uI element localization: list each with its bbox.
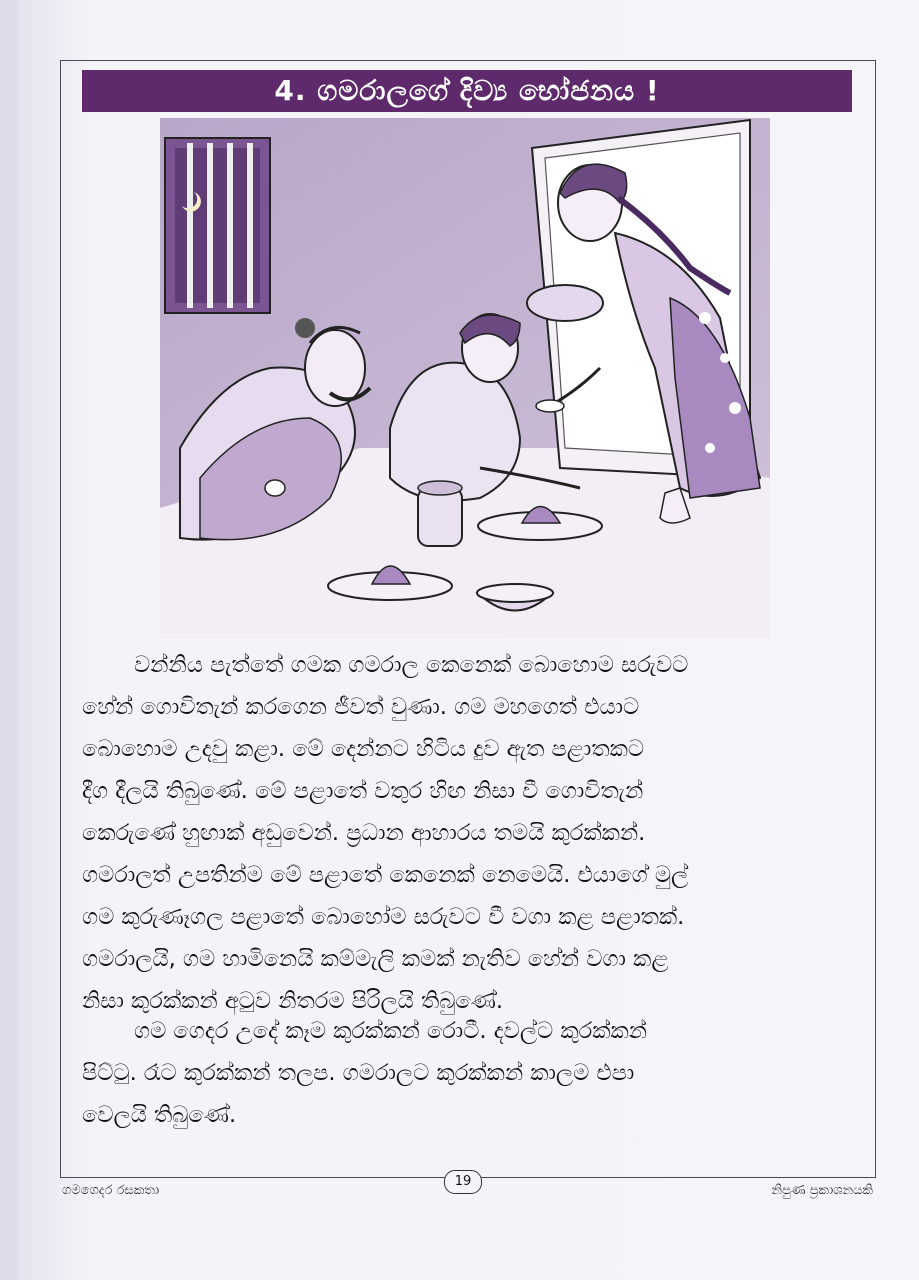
paragraph-2-line: ගම ගෙදර උදේ කෑම කුරක්කන් රොටී. දවල්ට කුරක්කන් xyxy=(134,1018,648,1044)
paragraph-2-line: පිට්ටු. රෑට කුරක්කන් තලප. ගමරාලට කුරක්කන් කාලම එපා xyxy=(82,1060,635,1086)
paragraph-1-line: හේන් ගොවිතැන් කරගෙන ජීවත් වුණා. ගම මහගෙත් එයාට xyxy=(82,694,640,720)
paragraph-2-line: වෙලයි තිබුණේ. xyxy=(82,1102,237,1128)
footer-book-title: ගමගෙදර රසකතා xyxy=(62,1183,160,1198)
paragraph-1-line: ගමරාලයි, ගම හාමිනෙයි කම්මැලි කමක් නැතිව හේන් වගා කළ xyxy=(82,946,669,972)
paragraph-1-line: දීග දීලයි තිබුණේ. මේ පළාතේ වතුර හිඟ නිසා වී ගොවිතැන් xyxy=(82,778,644,804)
paragraph-1-line: බොහොම උදවු කළා. මේ දෙන්නට හිටිය දුව ඇත පළාතකට xyxy=(82,736,645,762)
water-jug xyxy=(418,481,462,546)
paragraph-1 xyxy=(82,644,852,1022)
paragraph-1-line: ගම කුරුණෑගල පළාතේ බොහෝම සරුවට වී වගා කළ පළාතක්. xyxy=(82,904,685,930)
paragraph-1-line: කෙරුණේ හුඟාක් අඩුවෙන්. ප්‍රධාන ආහාරය තමයි කුරක්කන්. xyxy=(82,820,646,846)
page-number: 19 xyxy=(444,1170,482,1194)
story-title xyxy=(82,70,852,112)
footer-publisher: නිපුණ ප්‍රකාශනයකි xyxy=(771,1183,873,1198)
paragraph-2 xyxy=(82,1010,852,1136)
paragraph-1-line: නිසා කුරක්කන් අටුව නිතරම පිරිලයි තිබුණේ. xyxy=(82,988,504,1014)
paragraph-1-line: වන්නිය පැත්තේ ගමක ගමරාල කෙනෙක් බොහොම සරුවට xyxy=(134,652,689,678)
story-title-text: 4. ගමරාලගේ දිව්‍ය භෝජනය ! xyxy=(274,74,660,107)
village-meal-illustration xyxy=(160,118,770,638)
paragraph-1-line: ගමරාලත් උපතින්ම මේ පළාතේ කෙනෙක් නෙමෙයි. එයාගේ මුල් xyxy=(82,862,689,888)
window xyxy=(165,138,270,313)
